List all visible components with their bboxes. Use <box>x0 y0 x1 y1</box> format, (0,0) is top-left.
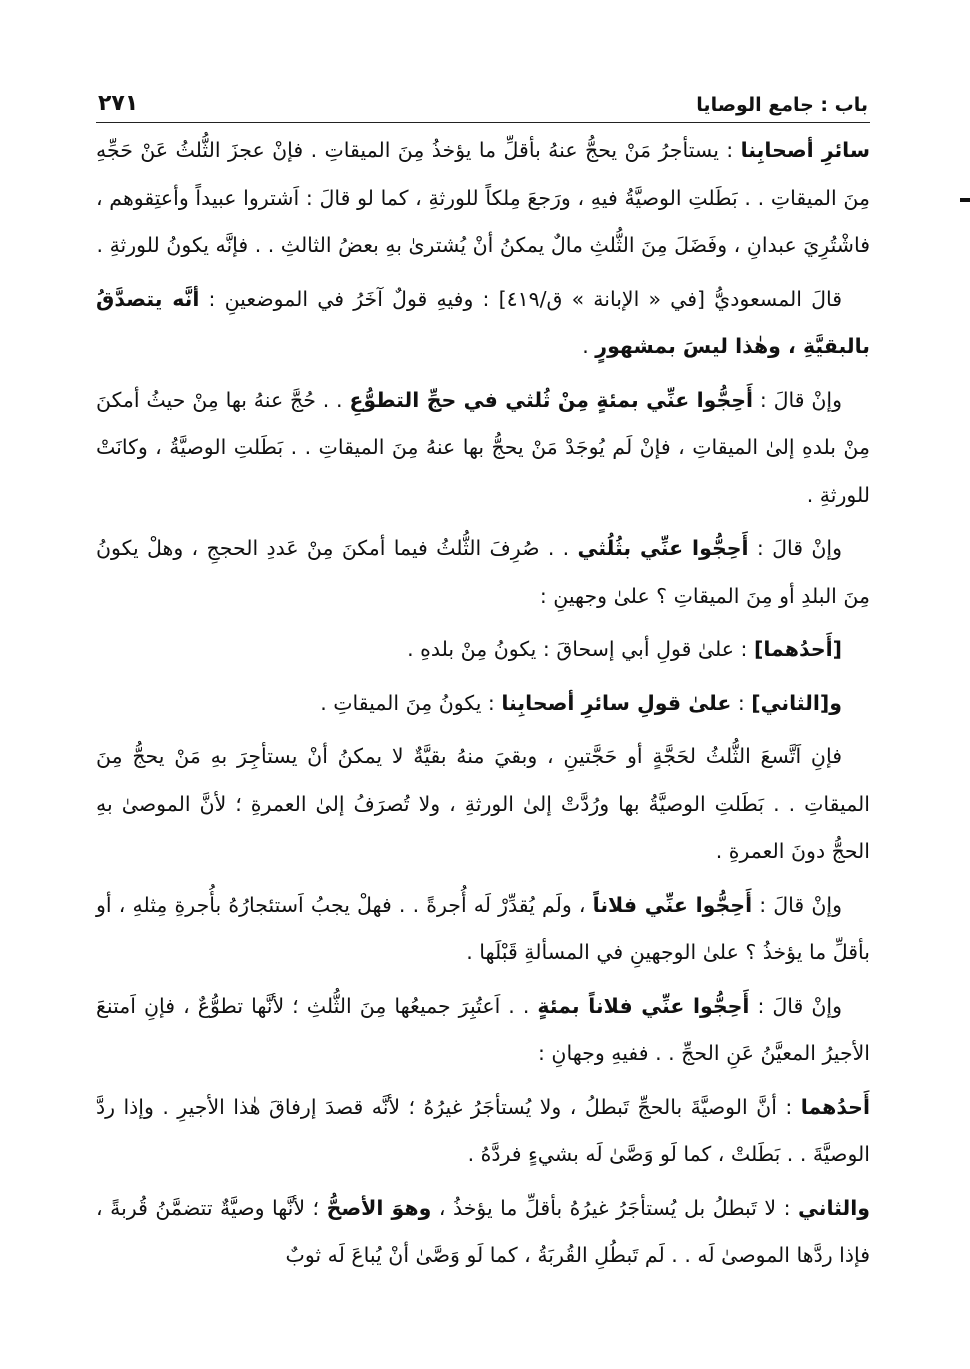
paragraph-text: وإنْ قالَ : <box>753 387 843 412</box>
paragraph-8 <box>96 882 870 977</box>
page-header <box>96 70 870 123</box>
paragraph-11 <box>96 1185 870 1280</box>
paragraph-text: قالَ المسعوديُّ [في « الإبانة » ق/٤١٩] : وفيهِ قولٌ آخَرُ في الموضعينِ : <box>199 286 843 311</box>
paragraph-5 <box>96 626 870 674</box>
paragraph-text: . . حُجَّ عنهُ بها مِنْ حيثُ أمكنَ مِنْ بلدهِ إلىٰ الميقاتِ ، فإنْ لَم يُوجَدْ مَنْ يحجُّ بها عنهُ مِنَ الميقاتِ . . بَطَلتِ الوصيَّةُ ، وكانَتْ للورثةِ . <box>96 387 870 507</box>
paragraph-text: . . اَعتُبِرَ جميعُها مِنَ الثُّلثِ ؛ لأنَّها تطوُّعٌ ، فإنِ اَمتنعَ الأجيرُ المعيَّنُ عَنِ الحجِّ . . ففيهِ وجهانِ : <box>96 993 870 1065</box>
paragraph-text: : <box>731 690 752 715</box>
paragraph-3 <box>96 377 870 520</box>
paragraph-text: أَحِجُّوا عنِّي بمئةٍ مِنْ ثُلثي في حجِّ التطوُّعِ <box>349 387 754 412</box>
paragraph-text: أنَّه يتصدَّقُ بالبقيَّةِ ، وهٰذا ليسَ بمشهورٍ <box>96 286 870 358</box>
paragraph-2 <box>96 276 870 371</box>
paragraph-6 <box>96 680 870 728</box>
paragraph-7 <box>96 733 870 876</box>
paragraph-text: سائرِ أصحابِنا <box>740 138 870 162</box>
paragraph-text: . <box>582 334 596 358</box>
margin-mark <box>960 198 970 202</box>
paragraph-text: : علىٰ قولِ أبي إسحاقَ : يكونُ مِنْ بلدهِ . <box>407 637 754 661</box>
paragraph-text: أَحدُهما <box>800 1094 870 1119</box>
paragraph-text: : أنَّ الوصيَّةَ بالحجِّ تَبطلُ ، ولا يُستأجَرُ غيرُهُ ؛ لأنَّه قصدَ إرفاقَ هٰذا الأجيرِ . وإذا ردَّ الوصيَّةَ . . بَطَلتْ ، كما لَو وَصَّىٰ لَه بشيءٍ فردَّهُ . <box>96 1094 870 1166</box>
paragraph-text: والثاني <box>798 1195 870 1220</box>
paragraph-4 <box>96 525 870 620</box>
paragraph-text: . . صُرِفَ الثُّلثُ فيما أمكنَ مِنْ عَددِ الحججِ ، وهلْ يكونُ مِنَ البلدِ أو مِنَ الميقاتِ ؟ علىٰ وجهينِ : <box>96 536 870 608</box>
paragraph-text: و[الثاني] <box>751 690 842 715</box>
page-number: ٢٧١ <box>98 91 139 116</box>
paragraph-text: أَحِجُّوا عنِّي بثُلُثي <box>577 536 749 560</box>
page-body <box>96 123 870 1280</box>
paragraph-text: : لا تَبطلُ بل يُستأجَرُ غيرُهُ بأقلِّ ما يؤخذُ ، <box>431 1195 798 1220</box>
paragraph-text: [أَحدُهما] <box>753 637 842 661</box>
paragraph-text: أَحِجُّوا عنِّي فلاناً <box>592 892 753 917</box>
book-page <box>96 70 870 1350</box>
paragraph-text: : يستأجرُ مَنْ يحجُّ عنهُ بأقلِّ ما يؤخذُ مِنَ الميقاتِ . فإنْ عجزَ الثُّلثُ عَنْ حَجِّهِ مِنَ الميقاتِ . . بَطَلتِ الوصيَّةُ فيهِ ، ورَجعَ مِلكاً للورثةِ ، كما لو قالَ : اَشتروا عبيداً وأعتِقوهم ، فاشْتُرِيَ عبدانِ ، وفَضَلَ مِنَ الثُّلثِ مالٌ يمكنُ أنْ يُشترىٰ بهِ بعضُ الثالثِ . . فإنَّه يكونُ للورثةِ . <box>96 138 870 257</box>
paragraph-text: وهوَ الأصحُّ <box>326 1195 432 1220</box>
paragraph-10 <box>96 1084 870 1179</box>
paragraph-text: ، ولَم يُقدِّرْ لَه أُجرةً . . فهلْ يجبُ اَستئجارُهُ بأُجرةِ مِثلهِ ، أو بأقلِّ ما يؤخذُ ؟ علىٰ الوجهينِ في المسألةِ قَبْلَها . <box>96 892 870 964</box>
paragraph-text: : يكونُ مِنَ الميقاتِ . <box>320 690 502 715</box>
paragraph-text: فإنِ اَتَّسعَ الثُّلثُ لحَجَّةٍ أو حَجَّتينِ ، وبقيَ منهُ بقيَّةٌ لا يمكنُ أنْ يستأجِرَ بهِ مَنْ يحجُّ مِنَ الميقاتِ . . بَطَلتِ الوصيَّةُ بها ورُدَّتْ إلىٰ الورثةِ ، ولا تُصرَفُ إلىٰ العمرةِ ؛ لأنَّ الموصىٰ بهِ الحجُّ دونَ العمرةِ . <box>96 744 870 863</box>
paragraph-text: علىٰ قولِ سائرِ أصحابِنا <box>501 690 732 715</box>
paragraph-text: وإنْ قالَ : <box>748 536 843 560</box>
paragraph-1 <box>96 127 870 270</box>
paragraph-9 <box>96 983 870 1078</box>
paragraph-text: وإنْ قالَ : <box>752 892 842 917</box>
running-head: باب : جامع الوصايا <box>696 94 868 116</box>
paragraph-text: ؛ لأنَّها وصيَّةٌ تتضمَّنُ قُربةً ، فإذا ردَّها الموصىٰ لَه . . لَم تَبطُلِ القُربَةُ ، كما لَو وَصَّىٰ أنْ يُباعَ لَه ثوبٌ <box>96 1195 870 1267</box>
paragraph-text: أَحِجُّوا عنِّي فلاناً بمئةٍ <box>537 993 750 1018</box>
paragraph-text: وإنْ قالَ : <box>749 993 842 1018</box>
